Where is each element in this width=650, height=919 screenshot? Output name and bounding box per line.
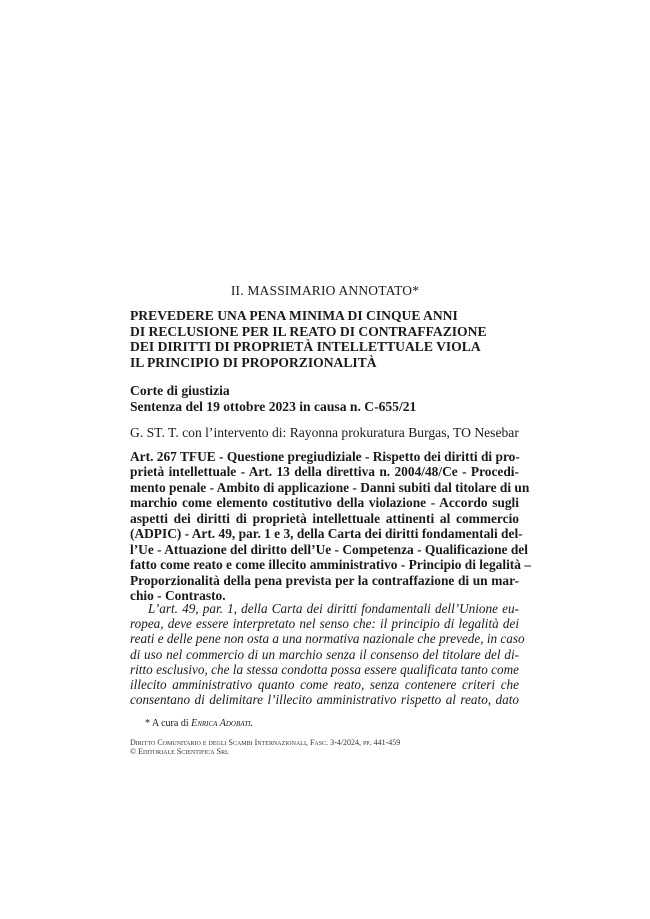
keywords-line: l’Ue - Attuazione del diritto dell’Ue - Competenza - Qualificazione del [130, 541, 528, 557]
body-line: consentano di delimitare l’illecito amministrativo rispetto al reato, dato [130, 692, 519, 708]
body-line: di uso nel commercio di un marchio senza il consenso del titolare del di- [130, 646, 519, 662]
title-line: DEI DIRITTI DI PROPRIETÀ INTELLETTUALE VIOLA [130, 339, 481, 355]
title-line: PREVEDERE UNA PENA MINIMA DI CINQUE ANNI [130, 308, 458, 323]
keywords-line: prietà intellettuale - Art. 13 della direttiva n. 2004/48/Ce - Procedi- [130, 464, 519, 480]
journal-reference: Diritto Comunitario e degli Scambi Internazionali, Fasc. 3-4/2024, pp. 441-459 [130, 738, 401, 747]
body-line: illecito amministrativo quanto come reato, senza contenere criteri che [130, 677, 519, 693]
court-name: Corte di giustizia [130, 383, 230, 398]
keywords-line: Art. 267 TFUE - Questione pregiudiziale - Rispetto dei diritti di pro- [130, 449, 520, 464]
body-line: reati e delle pene non osta a una normativa nazionale che prevede, in caso [130, 631, 525, 647]
court-info [130, 383, 530, 414]
parties-line: G. ST. T. con l’intervento di: Rayonna prokuratura Burgas, TO Nesebar [130, 425, 519, 440]
headnote-text [130, 601, 525, 708]
keywords-line: (ADPIC) - Art. 49, par. 1 e 3, della Carta dei diritti fondamentali del- [130, 526, 523, 542]
body-line: ritto esclusivo, che la stessa condotta possa essere qualificata tanto come [130, 661, 519, 677]
footnote [145, 718, 253, 729]
body-line: L’art. 49, par. 1, della Carta dei diritti fondamentali dell’Unione eu- [148, 601, 519, 616]
section-heading: II. MASSIMARIO ANNOTATO* [230, 283, 420, 298]
title-line: IL PRINCIPIO DI PROPORZIONALITÀ [130, 354, 377, 370]
footnote-author: Enrica Adobati. [191, 718, 253, 729]
keywords-line: marchio come elemento costitutivo della violazione - Accordo sugli [130, 495, 519, 511]
journal-citation [130, 738, 400, 757]
keywords-summary [130, 449, 531, 604]
footnote-prefix: * A cura di [145, 718, 192, 729]
keywords-line: Proporzionalità della pena prevista per la contraffazione di un mar- [130, 572, 519, 588]
keywords-line: chio - Contrasto. [130, 588, 226, 604]
publisher-copyright: © Editoriale Scientifica Srl [130, 747, 229, 757]
keywords-line: mento penale - Ambito di applicazione - Danni subiti dal titolare di un [130, 479, 530, 495]
judgment-reference: Sentenza del 19 ottobre 2023 in causa n. C-655/21 [130, 398, 417, 414]
keywords-line: aspetti dei diritti di proprietà intellettuale attinenti al commercio [130, 510, 519, 526]
article-title [130, 308, 530, 370]
title-line: DI RECLUSIONE PER IL REATO DI CONTRAFFAZIONE [130, 323, 487, 339]
body-line: ropea, deve essere interpretato nel senso che: il principio di legalità dei [130, 616, 519, 632]
keywords-line: fatto come reato e come illecito amministrativo - Principio di legalità – [130, 557, 531, 573]
